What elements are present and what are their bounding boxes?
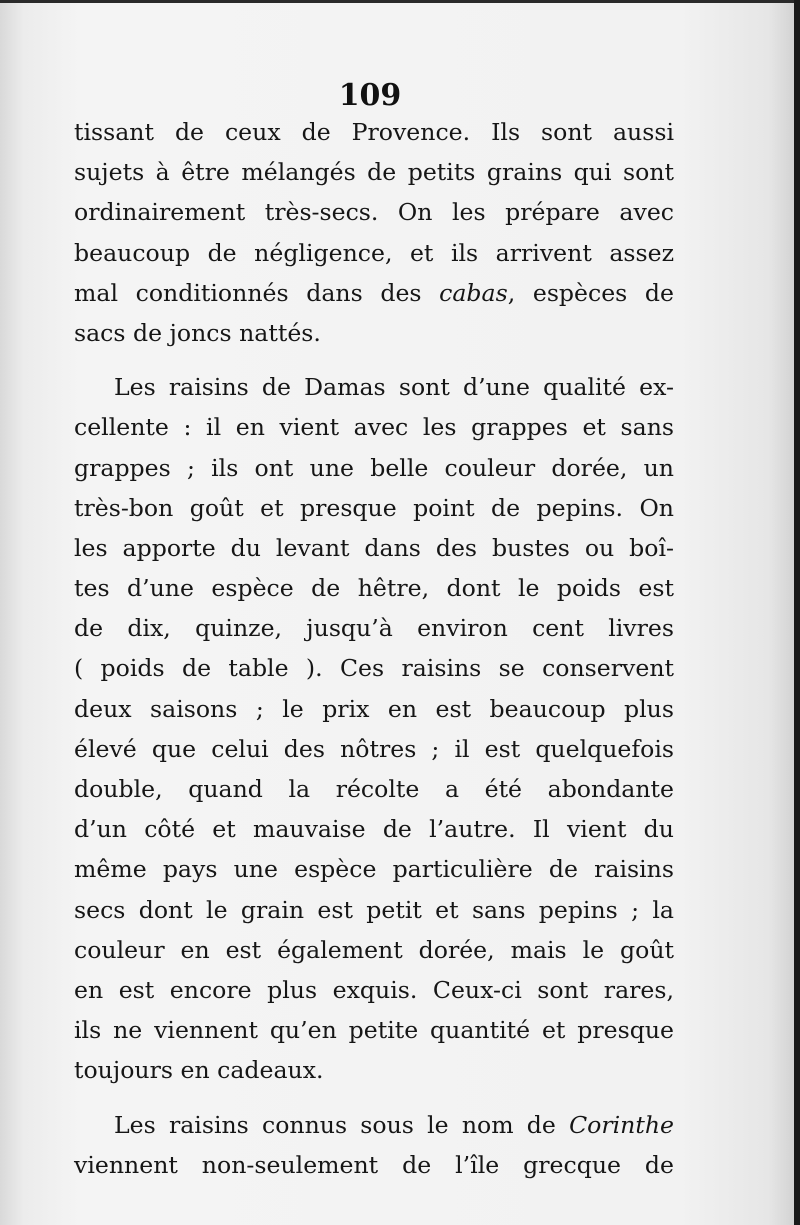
text-line: tissant de ceux de Provence. Ils sont aussi — [74, 118, 674, 146]
text-line: couleur en est également dorée, mais le goût — [74, 935, 674, 964]
paragraph-3 — [74, 1105, 674, 1185]
body-text — [74, 112, 674, 1185]
text-line: double, quand la récolte a été abondante — [74, 775, 674, 803]
text-fragment: Les raisins connus sous le nom de — [114, 1110, 556, 1139]
text-line: les apporte du levant dans des bustes ou boî- — [74, 533, 674, 562]
paragraph-2 — [74, 367, 674, 1090]
text-line: ordinairement très-secs. On les prépare avec — [74, 198, 674, 227]
text-line: sacs de joncs nattés. — [74, 318, 321, 347]
text-line: toujours en cadeaux. — [74, 1056, 324, 1085]
text-line: ils ne viennent qu’en petite quantité et presque — [74, 1016, 674, 1045]
italic-term-cabas: cabas — [439, 278, 508, 307]
text-line: beaucoup de négligence, et ils arrivent assez — [74, 238, 674, 267]
text-line: Les raisins de Damas sont d’une qualité ex- — [114, 373, 674, 402]
text-line: tes d’une espèce de hêtre, dont le poids est — [74, 574, 674, 603]
text-line: ( poids de table ). Ces raisins se conservent — [74, 654, 674, 683]
text-line-with-italic — [74, 1105, 674, 1145]
text-fragment: , espèces de — [507, 278, 674, 307]
text-fragment: mal conditionnés dans des — [74, 278, 440, 307]
text-line: d’un côté et mauvaise de l’autre. Il vient du — [74, 815, 674, 844]
text-line: deux saisons ; le prix en est beaucoup plus — [74, 694, 674, 723]
text-line: même pays une espèce particulière de raisins — [74, 855, 674, 884]
text-line: très-bon goût et presque point de pepins. On — [74, 493, 674, 522]
page-number: 109 — [338, 78, 402, 113]
text-line: grappes ; ils ont une belle couleur dorée, un — [74, 453, 674, 482]
text-line: cellente : il en vient avec les grappes et sans — [74, 413, 674, 442]
scan-edge-right — [794, 0, 800, 1225]
text-line: viennent non-seulement de l’île grecque de — [74, 1150, 674, 1179]
scan-edge-top — [0, 0, 800, 3]
text-line: sujets à être mélangés de petits grains qui sont — [74, 158, 674, 187]
text-line-with-italic — [74, 273, 674, 313]
text-line: en est encore plus exquis. Ceux-ci sont rares, — [74, 975, 674, 1004]
paragraph-1 — [74, 112, 674, 353]
text-line: de dix, quinze, jusqu’à environ cent livres — [74, 614, 674, 643]
text-line: élevé que celui des nôtres ; il est quelquefois — [74, 734, 674, 763]
italic-term-corinthe: Corinthe — [569, 1110, 674, 1139]
text-line: secs dont le grain est petit et sans pepins ; la — [74, 895, 674, 924]
